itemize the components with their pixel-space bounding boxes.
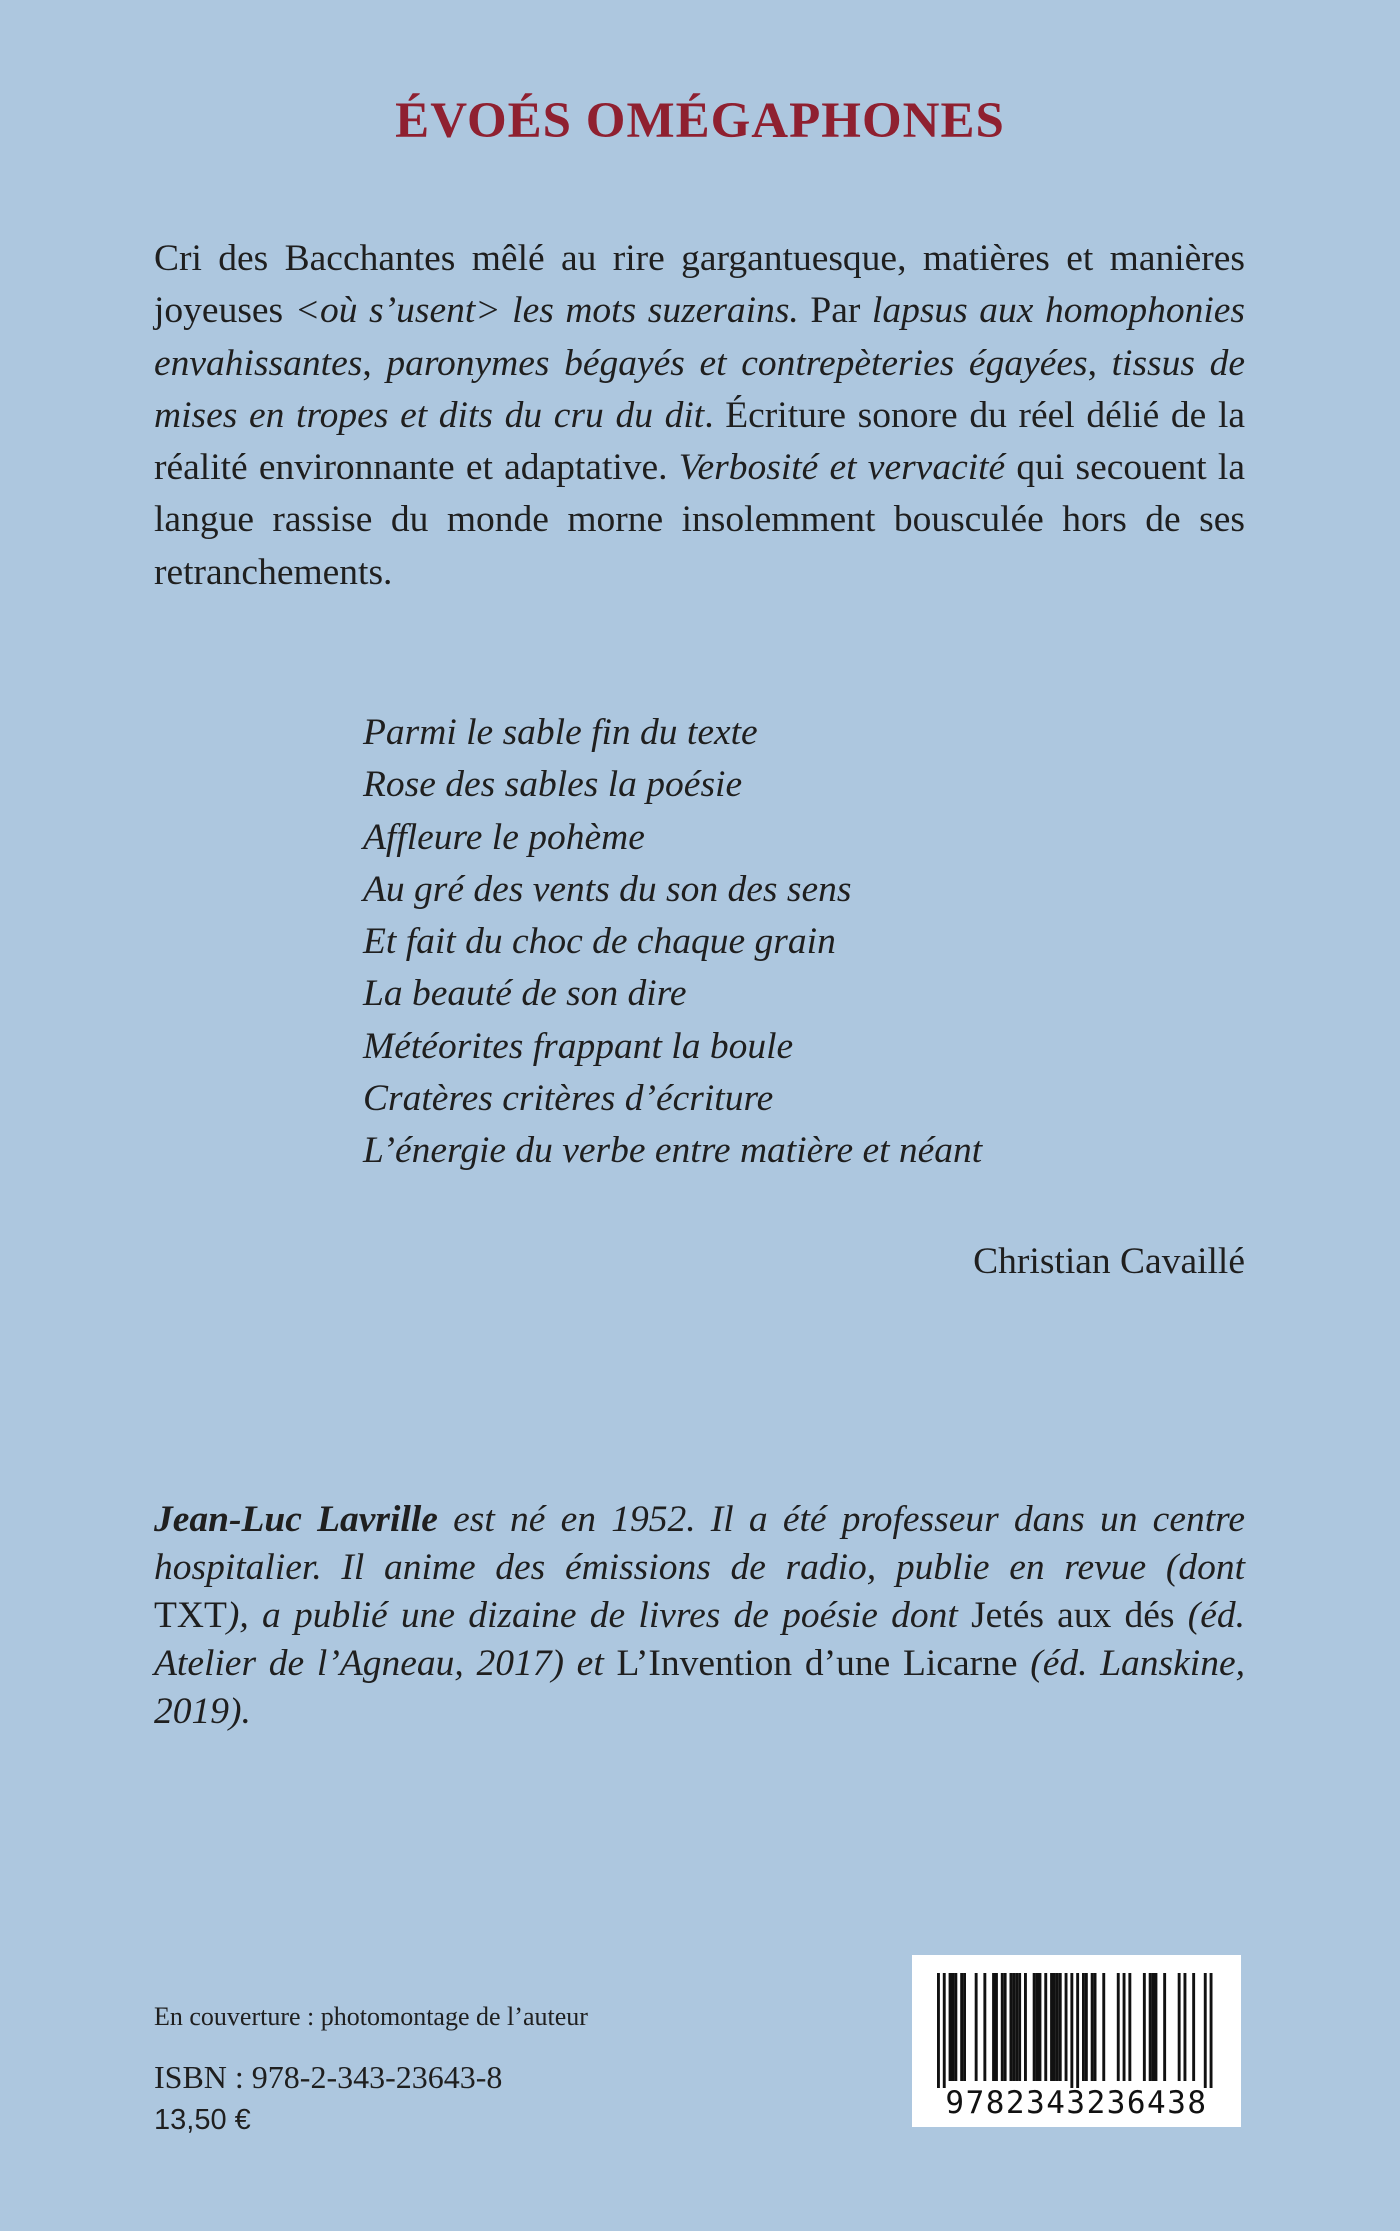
barcode-bar [1163,1973,1166,2081]
barcode-bar [1001,1973,1004,2081]
barcode-bar [1033,1973,1036,2081]
barcode-bar [1123,1973,1126,2081]
poem-line: Et fait du choc de chaque grain [363,921,836,963]
barcode-bar [954,1973,957,2081]
barcode-bar [1085,1973,1088,2081]
barcode-bar [1128,1973,1131,2081]
bio-text: (éd. Atelier de l’Agneau, 2017) et [154,1595,1246,1684]
barcode-bar [1024,1973,1027,2081]
poem-line: Au gré des vents du son des sens [363,868,852,910]
barcode-bar [992,1973,995,2081]
blurb-text: , [1087,342,1112,384]
barcode-bar [1143,1973,1146,2081]
barcode-bar [1091,1973,1094,2081]
barcode-bar [1094,1973,1097,2081]
barcode-bar [1059,1973,1062,2081]
barcode-bar [1102,1973,1105,2081]
barcode-bar [1155,1973,1158,2081]
barcode-digits: 9782343236438 [945,2085,1208,2121]
cover-credit: En couverture : photomontage de l’auteur [154,2002,588,2031]
barcode-bar [1184,1973,1187,2081]
barcode-bar [1053,1973,1056,2081]
barcode-bar [1039,1973,1042,2081]
barcode-bar [943,1973,946,2088]
blurb-text: Cri des Bacchantes mêlé au rire gargantuesque, matières et manières joyeuses [154,238,1245,332]
barcode-bar [1012,1973,1015,2081]
barcode-bar [937,1973,940,2088]
author-name: Jean-Luc Lavrille [154,1499,438,1540]
bio-text: est né en 1952. Il a été professeur dans un centre hospitalier. Il anime des émissions de radio, publie en revue (dont [154,1499,1245,1588]
barcode-bar [995,1973,998,2081]
barcode-bar [1015,1973,1018,2081]
barcode-bar [1010,1973,1013,2081]
barcode [912,1955,1241,2127]
barcode-bar [1152,1973,1155,2081]
poem-line: Rose des sables la poésie [363,764,743,806]
barcode-bar [1117,1973,1120,2081]
blurb-paragraph [154,233,1245,599]
poem [363,707,982,1178]
barcode-bar [1149,1973,1152,2081]
barcode-bar [983,1973,986,2081]
blurb-italic: tissus de mises en tropes et dits du cru du dit [154,342,1245,436]
barcode-bar [1178,1973,1181,2081]
bio-text: ), a publié une dizaine de livres de poésie dont [226,1595,972,1636]
poem-line: Cratères critères d’écriture [363,1078,774,1120]
barcode-bar [1044,1973,1047,2081]
barcode-bar [949,1973,952,2081]
blurb-text: . Écriture sonore du réel délié de la réalité environnante et adaptative. [154,394,1246,489]
blurb-italic: paronymes bégayés et contrepèteries égayées [386,342,1088,384]
blurb-text: qui secouent la langue rassise du monde morne insolemment bousculée hors de ses retranchements. [154,447,1245,593]
price: 13,50 € [154,2104,251,2136]
barcode-bar [1050,1973,1053,2081]
barcode-bar [1056,1973,1059,2081]
poem-signature: Christian Cavaillé [973,1241,1245,1282]
bio-title: TXT [154,1595,227,1636]
blurb-text: Par [798,290,872,332]
book-title: ÉVOÉS OMÉGAPHONES [395,93,1005,149]
poem-line: Affleure le pohème [363,816,645,858]
barcode-bar [1004,1973,1007,2081]
barcode-bar [1210,1973,1213,2088]
barcode-bar [1192,1973,1195,2081]
poem-line: La beauté de son dire [363,973,687,1015]
blurb-italic: <où s’usent> les mots suzerains. [294,290,799,332]
blurb-text: , [362,342,387,384]
bio-text: (éd. Lanskine, 2019). [154,1643,1245,1732]
poem-line: L’énergie du verbe entre matière et néant [363,1130,983,1172]
barcode-bar [1082,1973,1085,2081]
poem-line: Parmi le sable fin du texte [363,712,758,753]
barcode-bar [1070,1973,1073,2088]
barcode-bar [1036,1973,1039,2081]
bio-title: Jetés aux dés [971,1595,1175,1636]
blurb-italic: lapsus aux homophonies envahissantes [154,290,1245,384]
bio-title: L’Invention d’une Licarne [616,1643,1018,1684]
barcode-bar [963,1973,966,2081]
barcode-bar [952,1973,955,2081]
barcode-bar [1065,1973,1068,2081]
barcode-bar [1018,1973,1021,2081]
poem-line: Météorites frappant la boule [363,1025,794,1067]
blurb-italic: Verbosité et vervacité [678,447,1006,489]
barcode-bar [960,1973,963,2081]
barcode-bar [1076,1973,1079,2088]
barcode-bar [1204,1973,1207,2088]
barcode-bar [975,1973,978,2081]
author-bio [154,1496,1245,1736]
isbn: ISBN : 978-2-343-23643-8 [154,2059,503,2095]
